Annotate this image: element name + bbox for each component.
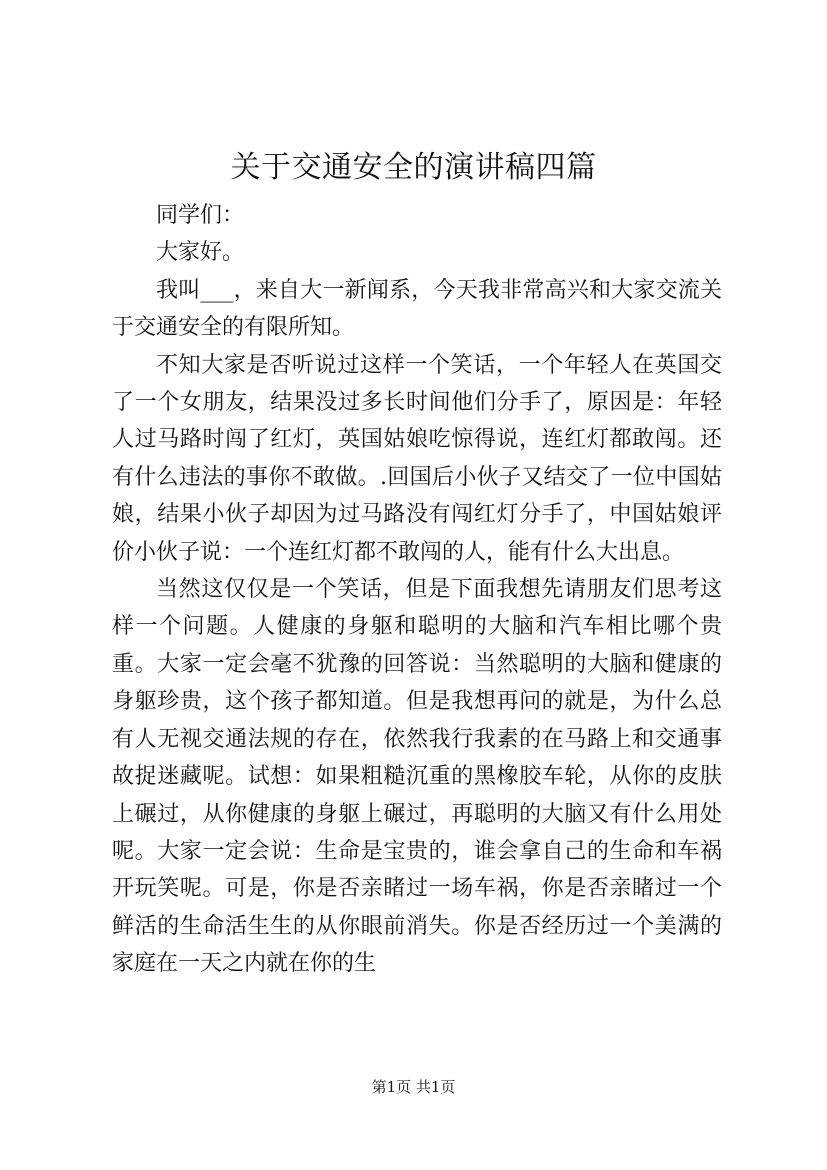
paragraph-greeting: 同学们： (156, 203, 245, 228)
page-footer: 第1页 共1页 (371, 1078, 456, 1096)
paragraph-introduction: 我叫___，来自大一新闻系，今天我非常高兴和大家交流关于交通安全的有限所知。 (112, 277, 722, 341)
document-title: 关于交通安全的演讲稿四篇 (230, 150, 597, 185)
paragraph-joke: 不知大家是否听说过这样一个笑话，一个年轻人在英国交了一个女朋友，结果没过多长时间他们分手了，原因是：年轻人过马路时闯了红灯，英国姑娘吃惊得说，连红灯都敢闯。还有什么违法的事你不敢做。.回国后小伙子又结交了一位中国姑娘，结果小伙子却因为过马路没有闯红灯分手了，中国姑娘评价小伙子说：一个连红灯都不敢闯的人，能有什么大出息。 (112, 352, 722, 565)
document-body (112, 197, 722, 983)
paragraph-reflection: 当然这仅仅是一个笑话，但是下面我想先请朋友们思考这样一个问题。人健康的身躯和聪明的大脑和汽车相比哪个贵重。大家一定会毫不犹豫的回答说：当然聪明的大脑和健康的身躯珍贵，这个孩子都知道。但是我想再问的就是，为什么总有人无视交通法规的存在，依然我行我素的在马路上和交通事故捉迷藏呢。试想：如果粗糙沉重的黑橡胶车轮，从你的皮肤上碾过，从你健康的身躯上碾过，再聪明的大脑又有什么用处呢。大家一定会说：生命是宝贵的，谁会拿自己的生命和车祸开玩笑呢。可是，你是否亲睹过一场车祸，你是否亲睹过一个鲜活的生命活生生的从你眼前消失。你是否经历过一个美满的家庭在一天之内就在你的生 (112, 577, 722, 977)
paragraph-hello: 大家好。 (156, 240, 245, 266)
